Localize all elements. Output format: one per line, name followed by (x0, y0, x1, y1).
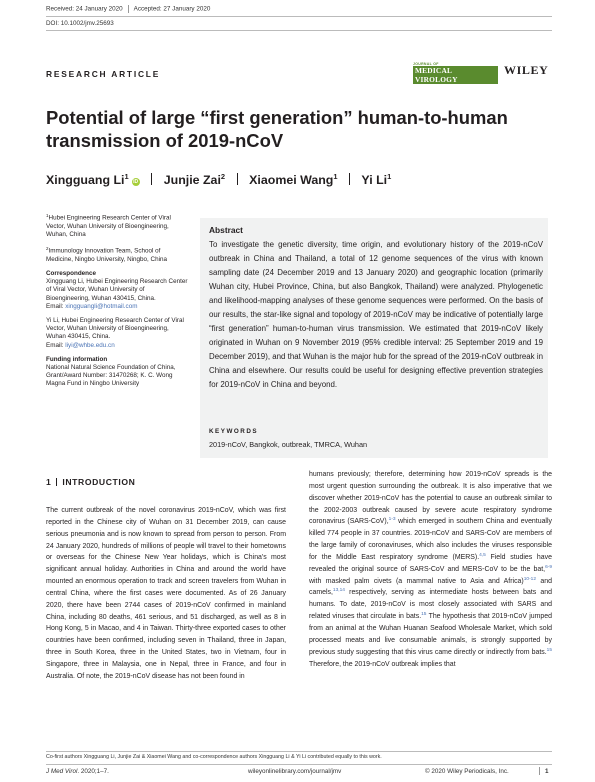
header-rule (46, 16, 552, 17)
body-text: and camels, (309, 577, 552, 597)
body-column-right (309, 469, 552, 670)
article-title (46, 106, 546, 152)
funding-heading: Funding information (46, 355, 108, 363)
doi-link[interactable]: DOI: 10.1002/jmv.25693 (46, 20, 114, 27)
keywords-heading: KEYWORDS (209, 428, 259, 435)
author-name[interactable]: Xingguang Li (46, 173, 125, 187)
author-affiliation-sup: 1 (387, 172, 392, 181)
affiliation-sup: 2 (46, 246, 49, 252)
journal-logo-name: MEDICAL VIROLOGY (413, 66, 498, 84)
article-type: RESEARCH ARTICLE (46, 69, 161, 79)
author-name[interactable]: Xiaomei Wang (249, 173, 334, 187)
body-text: The hypothesis that 2019-nCoV jumped from an animal at the Wuhan Huanan Seafood Wholesale Market, which sold processed meats and live consumable animals, is strongly supported by previous study suggesting that this virus came directly or indirectly from bats. (309, 613, 553, 656)
reference-link[interactable]: 15 (546, 647, 552, 653)
email-label: Email: (46, 341, 64, 349)
copyright: © 2020 Wiley Periodicals, Inc. (425, 768, 509, 775)
author-separator (151, 173, 152, 185)
affiliation-1 (46, 212, 188, 239)
cofirst-footnote: Co-first authors Xingguang Li, Junjie Zai & Xiaomei Wang and co-correspondence authors Xingguang Li & Yi Li contributed equally to this work. (46, 754, 382, 760)
author-name[interactable]: Junjie Zai (163, 173, 221, 187)
publisher-logo[interactable]: WILEY (504, 63, 549, 77)
correspondence-2 (46, 317, 188, 350)
affiliation-text: Immunology Innovation Team, School of Medicine, Ningbo University, Ningbo, China (46, 247, 167, 263)
footnote-rule (46, 751, 552, 752)
author-affiliation-sup: 1 (333, 172, 338, 181)
journal-abbrev: J Med Virol (46, 768, 78, 775)
accepted-date: Accepted: 27 January 2020 (133, 5, 211, 13)
affiliation-2 (46, 245, 188, 264)
correspondence-1 (46, 278, 188, 311)
article-dates (46, 5, 210, 13)
footer-separator (539, 767, 540, 775)
body-text: with masked palm civets (a mammal native to Asia and Africa) (309, 577, 524, 585)
keywords-text: 2019-nCoV, Bangkok, outbreak, TMRCA, Wuhan (209, 440, 368, 449)
body-column-left: The current outbreak of the novel coronavirus 2019-nCoV, which was first reported in the Chinese city of Wuhan on 31 December 2019, can cause serious pneumonia and is now known to spread from person to person. From 24 January 2020, hundreds of millions of people will travel to their hometowns or overseas for the Chinese New Year holidays, which is China's most significant annual holiday. Authorities in China and around the world have mounted an enormous operation to track and screen travelers from Wuhan in central China, where the first cases were documented. As of 26 January 2020, there have been 2744 cases of 2019-nCoV confirmed in mainland China, including 80 deaths, 461 serious, and 51 discharged, as well as 8 in Hong Kong, 5 in Macao, and 4 in Taiwan. Thirty-three exported cases to other countries have been confirmed, including seven in Thailand, three in Japan, three in South Korea, three in the United States, two in Vietnam, four in Singapore, three in Malaysia, one in Nepal, three in France, and four in Australia. Of note, the 2019-nCoV disease has not been found in (46, 507, 286, 680)
journal-volume: . 2020;1–7. (77, 768, 109, 775)
affiliation-text: Hubei Engineering Research Center of Viral Vector, Wuhan University of Bioengineering, Wuhan, China (46, 214, 171, 238)
author-separator (237, 173, 238, 185)
received-date: Received: 24 January 2020 (46, 5, 123, 13)
page-number: 1 (545, 768, 549, 775)
section-title: INTRODUCTION (62, 477, 136, 487)
correspondence-text: Yi Li, Hubei Engineering Research Center of Viral Vector, Wuhan University of Bioengineering, Wuhan 430415, China. (46, 317, 184, 341)
abstract-heading: Abstract (209, 225, 243, 235)
orcid-icon[interactable]: iD (133, 179, 139, 185)
author-affiliation-sup: 1 (124, 172, 129, 181)
body-text: Therefore, the 2019-nCoV outbreak implies that (309, 660, 456, 668)
email-label: Email: (46, 302, 64, 310)
affiliation-sup: 1 (46, 213, 49, 218)
footer-rule (46, 764, 552, 765)
funding-text: National Natural Science Foundation of China, Grant/Award Number: 31470268; K. C. Wong Magna Fund in Ningbo University (46, 364, 176, 388)
abstract-text: To investigate the genetic diversity, time origin, and evolutionary history of the 2019-nCoV outbreak in China and Thailand, a total of 12 genome sequences of the virus with known sampling date (24 December 2019 and 13 January 2020) and geographic location (primarily Wuhan city, Hubei Province, China, but also Bangkok, Thailand) were analyzed. Phylogenetic and likelihood-mapping analyses of these genome sequences were performed. On the basis of our results, the star-like signal and topology of 2019-nCoV may be indicative of potentially large “first generation” human-to-human virus transmission. We estimated that 2019-nCoV likely originated in Wuhan on 9 November 2019 (95% credible interval: 25 September 2019 and 19 December 2019), and that Wuhan is the major hub for the spread of the 2019-nCoV outbreak in China and elsewhere. Our results could be useful for designing effective prevention strategies for 2019-nCoV in China and beyond. (209, 240, 543, 390)
section-separator (56, 478, 57, 486)
body-text: respectively, serving as intermediate hosts between bats and humans. To date, 2019-nCoV is most closely associated with SARS and related viruses that circulate in bats. (309, 589, 552, 621)
author-affiliation-sup: 2 (220, 172, 226, 181)
article-sidebar (46, 212, 188, 395)
correspondence-text: Xingguang Li, Hubei Engineering Research Center of Viral Vector, Wuhan University of Bioengineering, Wuhan 430415, China. (46, 278, 188, 302)
journal-citation (46, 768, 109, 775)
body-text: humans previously; therefore, determining how 2019-nCoV spreads is the most urgent question surrounding the outbreak. It is also imperative that we discover whether 2019-nCoV has the potential to cause an outbreak similar to the 2002-2003 outbreak caused by severe acute respiratory syndrome coronavirus (SARS-CoV), (309, 471, 552, 526)
reference-link[interactable]: 10-12 (523, 576, 537, 582)
journal-logo-small: JOURNAL OF (413, 62, 439, 66)
author-list (46, 172, 391, 187)
email-link[interactable]: xingguangli@hotmail.com (65, 302, 138, 310)
section-heading (46, 477, 135, 487)
email-link[interactable]: liyi@whbe.edu.cn (65, 341, 115, 349)
body-text: Field studies have revealed the original source of SARS-CoV and MERS-CoV to be the bat, (309, 553, 552, 573)
reference-link[interactable]: 6-9 (545, 564, 552, 570)
header-rule-2 (46, 30, 552, 31)
title-line-1: Potential of large “first generation” human-to-human (46, 107, 508, 128)
body-text: which emerged in southern China and eventually killed 774 people in 37 countries. 2019-nCoV and SARS-CoV are members of the large family of coronaviruses, which also includes the viruses responsible for the Middle East respiratory syndrome (MERS). (309, 518, 552, 561)
section-number: 1 (46, 477, 52, 487)
author-name[interactable]: Yi Li (361, 173, 388, 187)
author-separator (349, 173, 350, 185)
correspondence-heading: Correspondence (46, 270, 97, 278)
journal-url[interactable]: wileyonlinelibrary.com/journal/jmv (248, 768, 342, 775)
reference-link[interactable]: 13,14 (332, 588, 345, 594)
title-line-2: transmission of 2019-nCoV (46, 130, 284, 151)
reference-link[interactable]: 15 (421, 612, 427, 618)
reference-link[interactable]: 4,5 (479, 552, 486, 558)
reference-link[interactable]: 1-3 (388, 517, 396, 523)
journal-logo[interactable] (410, 62, 498, 84)
date-separator (128, 5, 129, 13)
